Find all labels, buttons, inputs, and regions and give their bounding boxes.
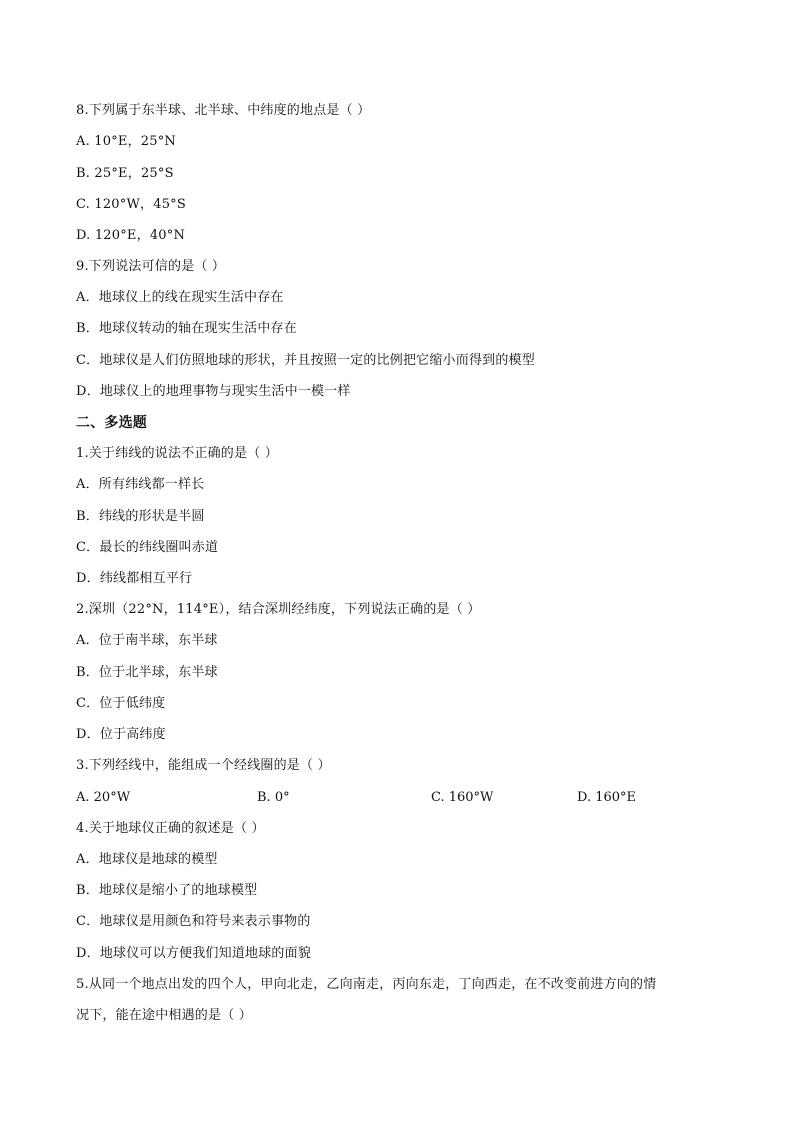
- multi-question-3-option-d: D. 160°E: [577, 790, 637, 805]
- multi-question-1-option-d: D．纬线都相互平行: [76, 571, 193, 586]
- section-heading: 二、多选题: [76, 415, 147, 431]
- question-8-option-a: A. 10°E，25°N: [76, 134, 177, 149]
- multi-question-2-option-c: C．位于低纬度: [76, 696, 166, 711]
- multi-question-3-option-c: C. 160°W: [431, 790, 494, 805]
- question-9-stem: 9.下列说法可信的是（ ）: [76, 259, 226, 274]
- multi-question-2-option-d: D．位于高纬度: [76, 727, 166, 742]
- question-9-option-b: B．地球仪转动的轴在现实生活中存在: [76, 321, 297, 336]
- multi-question-4-option-a: A．地球仪是地球的模型: [76, 852, 218, 867]
- multi-question-4-option-b: B．地球仪是缩小了的地球模型: [76, 883, 258, 898]
- multi-question-2-stem: 2.深圳（22°N，114°E），结合深圳经纬度，下列说法正确的是（ ）: [76, 602, 481, 617]
- multi-question-4-option-d: D．地球仪可以方便我们知道地球的面貌: [76, 946, 312, 961]
- multi-question-4-stem: 4.关于地球仪正确的叙述是（ ）: [76, 821, 265, 836]
- multi-question-2-option-b: B．位于北半球，东半球: [76, 665, 218, 680]
- multi-question-5-stem-line-1: 5.从同一个地点出发的四个人，甲向北走，乙向南走，丙向东走，丁向西走，在不改变前进方向的情: [76, 977, 657, 992]
- question-9-option-c: C．地球仪是人们仿照地球的形状，并且按照一定的比例把它缩小而得到的模型: [76, 353, 535, 368]
- question-9-option-a: A．地球仪上的线在现实生活中存在: [76, 290, 284, 305]
- multi-question-5-stem-line-2: 况下，能在途中相遇的是（ ）: [76, 1008, 252, 1023]
- multi-question-3-option-b: B. 0°: [257, 790, 290, 805]
- question-8-option-c: C. 120°W，45°S: [76, 197, 186, 212]
- multi-question-1-option-c: C．最长的纬线圈叫赤道: [76, 540, 219, 555]
- question-9-option-d: D．地球仪上的地理事物与现实生活中一模一样: [76, 384, 351, 399]
- multi-question-4-option-c: C．地球仪是用颜色和符号来表示事物的: [76, 914, 311, 929]
- multi-question-1-stem: 1.关于纬线的说法不正确的是（ ）: [76, 446, 278, 461]
- multi-question-1-option-a: A．所有纬线都一样长: [76, 477, 205, 492]
- question-8-option-b: B. 25°E，25°S: [76, 166, 174, 181]
- multi-question-1-option-b: B．纬线的形状是半圆: [76, 509, 205, 524]
- multi-question-3-stem: 3.下列经线中，能组成一个经线圈的是（ ）: [76, 758, 331, 773]
- multi-question-2-option-a: A．位于南半球，东半球: [76, 633, 218, 648]
- question-8-option-d: D. 120°E，40°N: [76, 228, 186, 243]
- question-8-stem: 8.下列属于东半球、北半球、中纬度的地点是（ ）: [76, 103, 371, 118]
- multi-question-3-option-a: A. 20°W: [76, 790, 131, 805]
